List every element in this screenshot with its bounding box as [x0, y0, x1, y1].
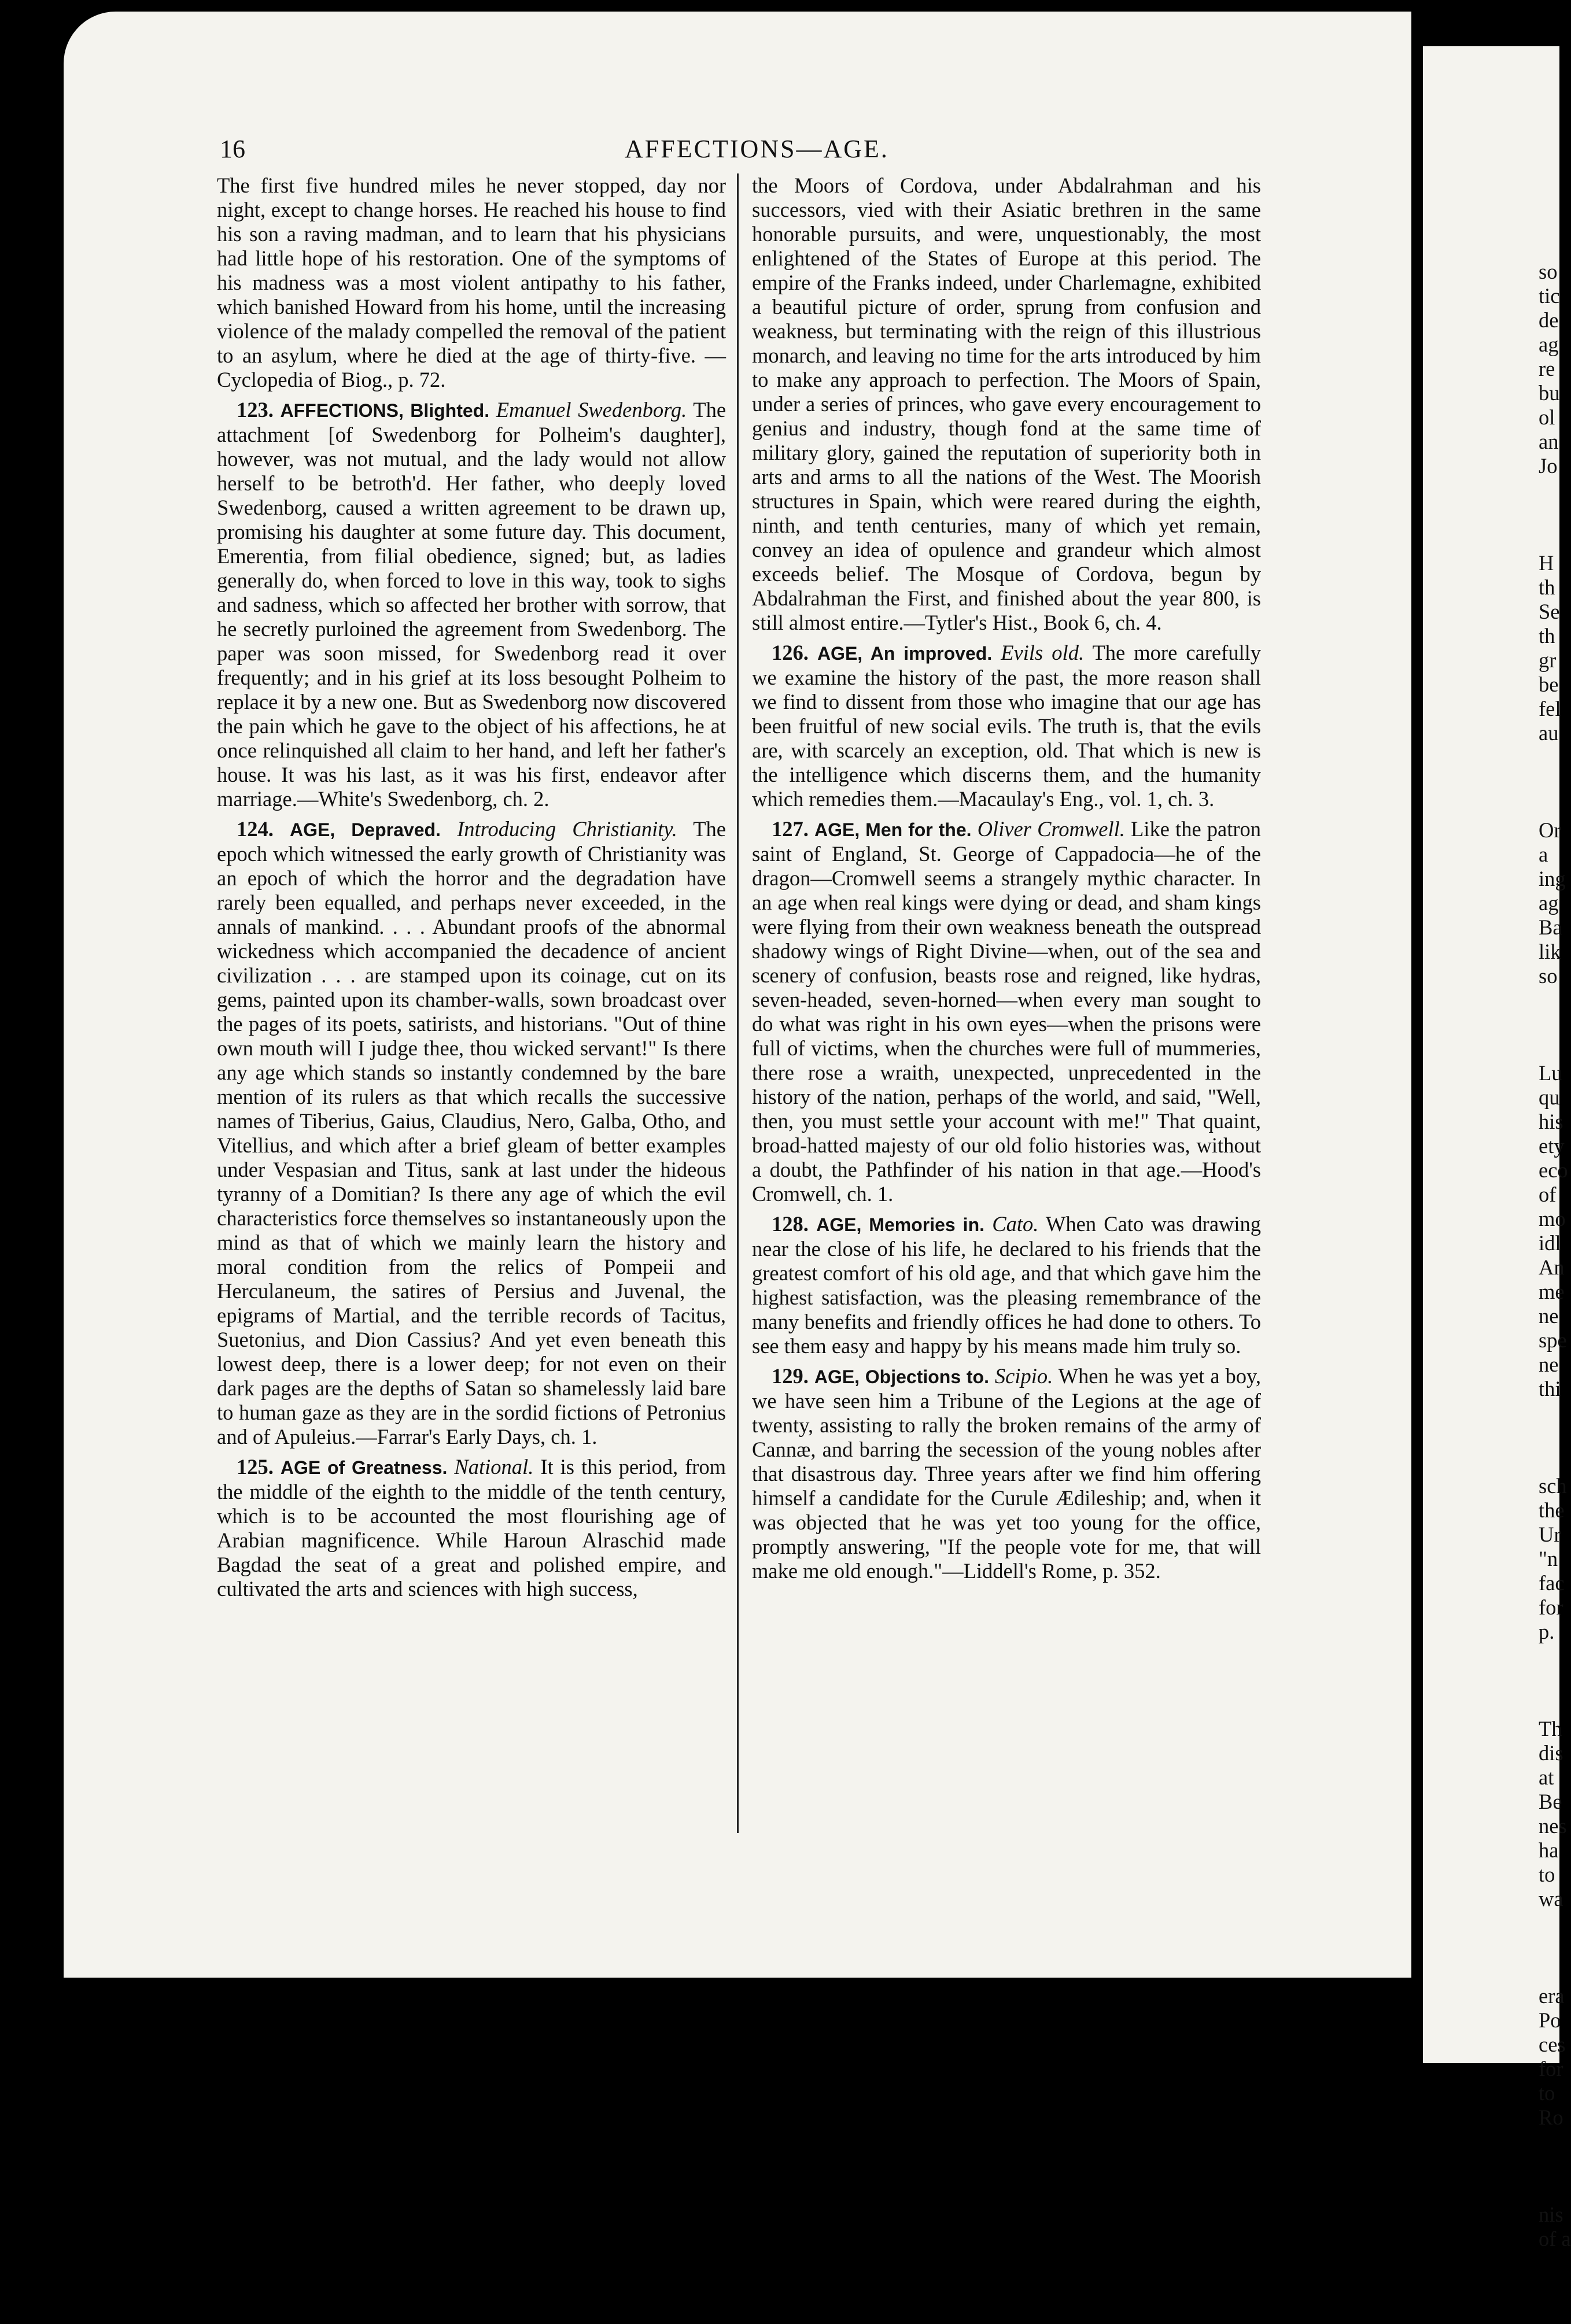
entry-number: 127. [772, 817, 809, 841]
entry-subject: Evils old. [1001, 641, 1085, 664]
entry-subject: Oliver Cromwell. [977, 817, 1125, 841]
facing-fragment: Or a ing ag Ba lik so [1539, 818, 1566, 988]
entry-heading: AFFECTIONS, Blighted. [280, 400, 490, 421]
entry-text: When Cato was drawing near the close of his life, he declared to his friends that the greatest comfort of his old age, and that which gave him the highest satisfaction, was the pleasing remembrance of the many benefits and friendly offices he had done to others. To see them easy and happy by his means made him truly so. [752, 1212, 1262, 1358]
page-header [220, 128, 1434, 175]
entry-number: 125. [237, 1455, 274, 1479]
entry-heading: AGE of Greatness. [280, 1457, 448, 1478]
facing-fragment: nis of a [1539, 2203, 1571, 2251]
entry-number: 129. [772, 1364, 809, 1388]
entry-text: The epoch which witnessed the early growth of Christianity was an epoch of which the horror and the degradation have rarely been equalled, and perhaps never exceeded, in the annals of mankind. . . . Abundant proofs of the abnormal wickedness which accompanied the decadence of ancient civilization . . . are stamped upon its coinage, cut on its gems, painted upon its chamber-walls, sown broadcast over the pages of its poets, satirists, and historians. "Out of thine own mouth will I judge thee, thou wicked servant!" Is there any age which stands so instantly condemned by the bare mention of its rulers as that which recalls the successive names of Tiberius, Gaius, Claudius, Nero, Galba, Otho, and Vitellius, and which after a brief gleam of better examples under Vespasian and Titus, sank at last under the hideous tyranny of a Domitian? Is there any age of which the evil characteristics force themselves so instantaneously upon the mind as that of which we mainly learn the history and moral condition from the relics of Pompeii and Herculaneum, the satires of Persius and Juvenal, the epigrams of Martial, and the terrible records of Tacitus, Suetonius, and Dion Cassius? And yet even beneath this lowest deep, there is a lower deep; for not even on their dark pages are the depths of Satan so shamelessly laid bare to human gaze as they are in the sordid fictions of Petronius and of Apuleius.—Farrar's Early Days, ch. 1. [217, 817, 726, 1449]
facing-fragment: Lu qu his ety eco of mo idl An me ne spe ne thi [1539, 1061, 1568, 1401]
left-column [217, 173, 726, 1607]
facing-fragment: Th dis at Be nes ha to wa [1539, 1717, 1567, 1911]
entry-subject: Introducing Christianity. [457, 817, 677, 841]
entry-heading: AGE, Objections to. [814, 1366, 989, 1387]
entry-number: 128. [772, 1212, 809, 1236]
entry-text: The attachment [of Swedenborg for Polheim's daughter], however, was not mutual, and the lady would not allow herself to be betroth'd. Her father, who deeply loved Swedenborg, caused a written agreement to be drawn up, promising his daughter at some future day. This document, Emerentia, from filial obedience, signed; but, as ladies generally do, when forced to love in this way, took to sighs and sadness, which so affected her brother with sorrow, that he secretly purloined the agreement from Swedenborg. The paper was soon missed, for Swedenborg read it over frequently; and in his grief at its loss besought Polheim to replace it by a new one. But as Swedenborg now discovered the pain which he gave to the object of his affections, he at once relinquished all claim to her hand, and left her father's house. It was his last, as it was his first, endeavor after marriage.—White's Swedenborg, ch. 2. [217, 398, 727, 811]
entry-text: When he was yet a boy, we have seen him a Tribune of the Legions at the age of twenty, assisting to rally the broken remains of the army of Cannæ, and barring the secession of the young nobles after that disastrous day. Three years after we find him offering himself a candidate for the Curule Ædileship; and, when it was objected that he was yet too young for the office, promptly answering, "If the people vote for me, that will make me old enough."—Liddell's Rome, p. 352. [752, 1364, 1261, 1583]
running-head: AFFECTIONS—AGE. [625, 135, 889, 163]
entry-subject: Scipio. [994, 1364, 1053, 1388]
entry-127 [752, 817, 1261, 1206]
facing-fragment: so tic de ag re bu ol an Jo [1539, 260, 1560, 478]
entry-text: the Moors of Cordova, under Abdalrahman and his successors, vied with their Asiatic brethren in the same honorable pursuits, and were, unquestionably, the most enlightened of the States of Europe at this period. The empire of the Franks indeed, under Charlemagne, exhibited a beautiful picture of order, sprung from confusion and weakness, but terminating with the reign of this illustrious monarch, and leaving no time for the arts introduced by him to make any approach to perfection. The Moors of Spain, under a series of princes, who gave every encouragement to genius and industry, though fond at the same time of military glory, gained the reputation of superiority both in arts and arms to all the nations of the West. The Moorish structures in Spain, which were reared during the eighth, ninth, and tenth centuries, many of which yet remain, convey an idea of opulence and grandeur which almost exceeds belief. The Mosque of Cordova, begun by Abdalrahman the First, and finished about the year 800, is still almost entire.—Tytler's Hist., Book 6, ch. 4. [752, 173, 1261, 634]
entry-heading: AGE, Depraved. [290, 819, 441, 840]
entry-number: 123. [237, 398, 274, 422]
entry-continuation [752, 173, 1261, 635]
entry-number: 126. [772, 641, 809, 664]
entry-heading: AGE, Men for the. [814, 819, 972, 840]
entry-text: The more carefully we examine the history of the past, the more reason shall we find to dissent from those who imagine that our age has been fruitful of new social evils. The truth is, that the evils are, with scarcely an exception, old. That which is new is the intelligence which discerns them, and the humanity which remedies them.—Macaulay's Eng., vol. 1, ch. 3. [752, 641, 1262, 811]
facing-fragment: H th Se th gr be fel au [1539, 551, 1561, 745]
entry-continuation [217, 173, 726, 392]
entry-number: 124. [237, 817, 274, 841]
entry-128 [752, 1212, 1261, 1358]
right-column [752, 173, 1261, 1589]
column-divider [737, 173, 739, 1833]
entry-text: Like the patron saint of England, St. George of Cappadocia—he of the dragon—Cromwell seems a strangely mythic character. In an age when real kings were dying or dead, and sham kings were flying from their own weakness beneath the outspread shadowy wings of Right Divine—when, out of the sea and scenery of confusion, beasts rose and reigned, like hydras, seven-headed, seven-horned—when every man sought to do what was right in his own eyes—when the prisons were full of victims, when the churches were full of mummeries, there rose a wraith, unexpected, unprecedented in the history of the nation, perhaps of the world, and said, "Well, then, you must settle your account with me!" That quaint, broad-hatted majesty of our old folio histories was, without a doubt, the Pathfinder of his nation in that age.—Hood's Cromwell, ch. 1. [752, 817, 1262, 1206]
page-number: 16 [220, 135, 245, 163]
entry-subject: Emanuel Swedenborg. [496, 398, 687, 422]
entry-126 [752, 641, 1261, 811]
entry-129 [752, 1364, 1261, 1583]
entry-heading: AGE, An improved. [817, 643, 993, 664]
entry-heading: AGE, Memories in. [816, 1214, 985, 1235]
facing-fragment: sch the Ur "n fac for p. [1539, 1474, 1567, 1643]
entry-subject: Cato. [992, 1212, 1039, 1236]
entry-125 [217, 1455, 726, 1601]
facing-page-edge [1423, 46, 1571, 2251]
entry-subject: National. [454, 1455, 534, 1479]
facing-fragment: era Po ces for to Ro [1539, 1984, 1566, 2129]
facing-page-text [1423, 46, 1571, 2324]
entry-123 [217, 398, 726, 811]
entry-124 [217, 817, 726, 1449]
entry-text: It is this period, from the middle of the eighth to the middle of the tenth century, which is to be accounted the most flourishing age of Arabian magnificence. While Haroun Alraschid made Bagdad the seat of a great and polished empire, and cultivated the arts and sciences with high success, [217, 1455, 727, 1601]
entry-text: The first five hundred miles he never stopped, day nor night, except to change horses. He reached his house to find his son a raving madman, and to learn that his physicians had little hope of his restoration. One of the symptoms of his madness was a most violent antipathy to his father, which banished Howard from his home, until the increasing violence of the malady compelled the removal of the patient to an asylum, where he died at the age of thirty-five. —Cyclopedia of Biog., p. 72. [217, 173, 726, 391]
